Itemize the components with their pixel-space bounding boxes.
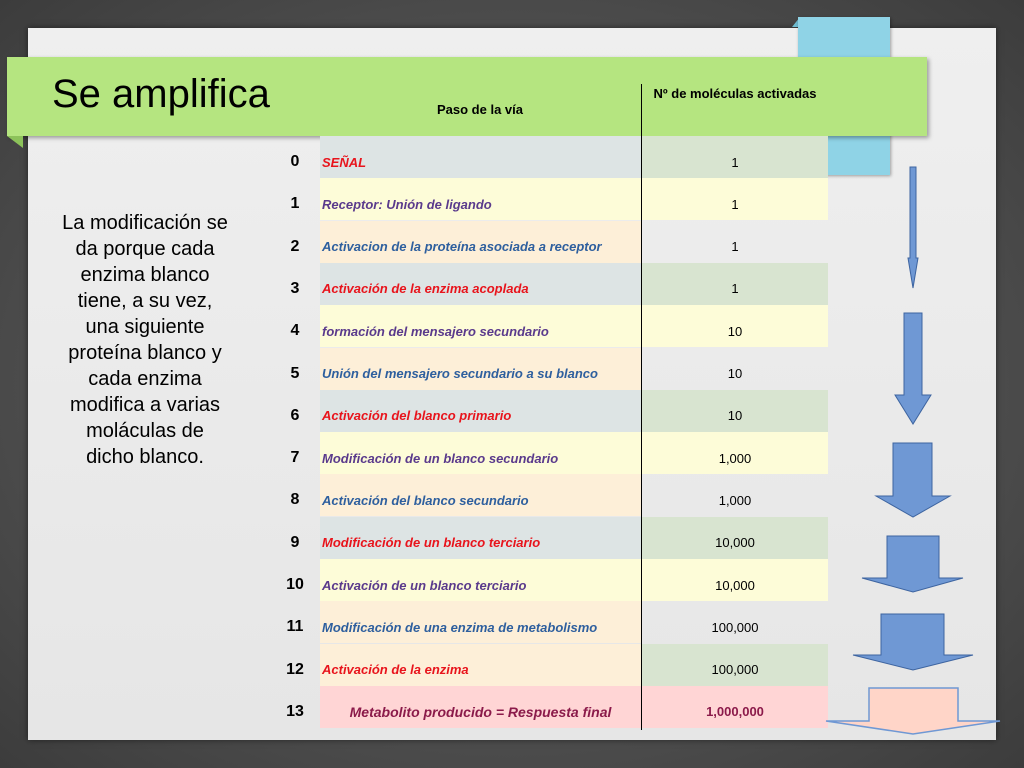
row-step: Modificación de una enzima de metabolismo <box>320 601 641 643</box>
row-number: 11 <box>286 618 304 636</box>
header-count: Nº de moléculas activadas <box>653 86 817 101</box>
explanation-text: La modificación se da porque cada enzima blanco tiene, a su vez, una siguiente proteína blanco y cada enzima modifica a varias moláculas de dicho blanco. <box>62 212 228 468</box>
row-number: 10 <box>286 576 304 593</box>
row-count: 10,000 <box>642 517 828 559</box>
row-step: formación del mensajero secundario <box>320 305 641 347</box>
row-count: 10,000 <box>642 559 828 601</box>
row-number: 8 <box>290 491 300 509</box>
row-number: 3 <box>290 279 300 297</box>
page-title: Se amplifica <box>52 72 270 116</box>
row-count: 1 <box>642 136 828 178</box>
arrow-2-icon <box>895 313 931 424</box>
row-step: SEÑAL <box>320 136 641 178</box>
arrow-4-icon <box>862 536 963 592</box>
header-step: Paso de la vía <box>437 102 523 117</box>
row-number: 0 <box>290 153 300 170</box>
row-number: 1 <box>290 195 300 213</box>
row-step: Activación de la enzima acoplada <box>320 263 641 305</box>
row-count: 1 <box>731 239 739 255</box>
row-step: Metabolito producido = Respuesta final <box>320 686 641 728</box>
row-count: 10 <box>642 390 828 432</box>
arrow-5-icon <box>853 614 973 670</box>
row-number: 13 <box>286 702 304 720</box>
arrow-3-icon <box>876 443 950 517</box>
row-number: 2 <box>290 237 300 255</box>
row-step: Activación del blanco primario <box>320 390 641 432</box>
row-step: Activación de un blanco terciario <box>320 559 641 601</box>
row-count: 1 <box>642 178 828 220</box>
row-step: Activacion de la proteína asociada a receptor <box>320 221 641 263</box>
row-number: 6 <box>290 406 300 424</box>
row-step: Modificación de un blanco secundario <box>320 432 641 474</box>
row-count: 10 <box>642 305 828 347</box>
row-number: 5 <box>290 364 300 382</box>
row-step: Activación del blanco secundario <box>320 474 641 516</box>
row-count: 1,000,000 <box>642 686 828 728</box>
arrow-6-icon <box>826 688 1000 734</box>
row-step: Modificación de un blanco terciario <box>320 517 641 559</box>
row-count: 1,000 <box>642 432 828 474</box>
row-number: 12 <box>286 660 304 678</box>
row-number: 4 <box>290 322 300 340</box>
row-step: Activación de la enzima <box>320 644 641 686</box>
row-count: 100,000 <box>642 644 828 686</box>
row-number: 9 <box>290 533 300 551</box>
row-count: 10 <box>727 366 743 381</box>
row-number: 7 <box>290 449 300 467</box>
row-count: 1 <box>642 263 828 305</box>
row-step: Unión del mensajero secundario a su blanco <box>320 348 641 390</box>
row-step: Receptor: Unión de ligando <box>320 178 641 220</box>
row-count: 1,000 <box>718 492 752 508</box>
arrow-1-icon <box>908 167 918 288</box>
row-count: 100,000 <box>711 619 759 635</box>
